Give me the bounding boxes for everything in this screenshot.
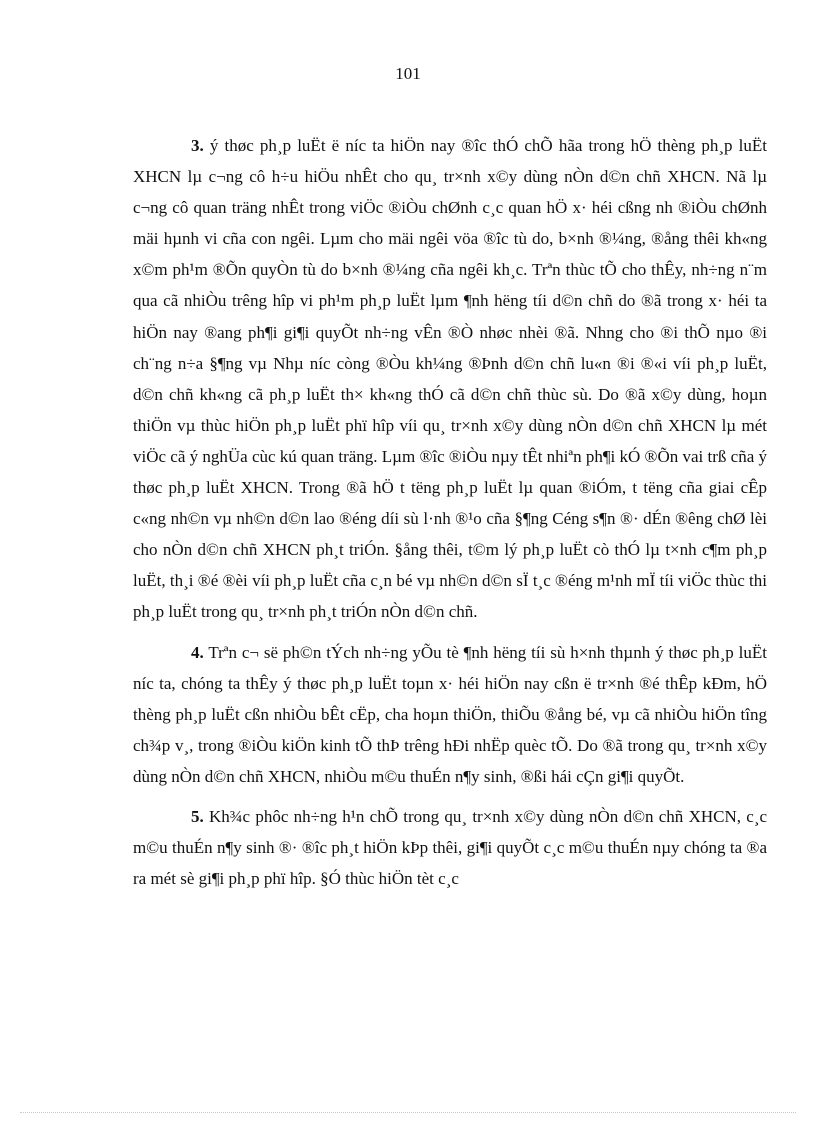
paragraph-number: 5. <box>191 806 204 826</box>
paragraph-text: Kh¾c phôc nh÷ng h¹n chÕ trong qu¸ tr×nh x©y dùng nÒn d©n chñ XHCN, c¸c m©u thuÉn n¶y sinh ®· ®îc ph¸t hiÖn kÞp thêi, gi¶i quyÕt c¸c m©u thuÉn nµy chóng ta ®a ra mét sè gi¶i ph¸p phï hîp. §Ó thùc hiÖn tèt c¸c <box>133 806 768 889</box>
page-bottom-divider <box>20 1112 796 1113</box>
body-text <box>133 130 767 894</box>
paragraph-number: 3. <box>191 136 204 155</box>
paragraph-3 <box>133 130 767 628</box>
paragraph-text: ý thøc ph¸p luËt ë níc ta hiÖn nay ®îc thÓ chÕ hãa trong hÖ thèng ph¸p luËt XHCN lµ c¬ng cô h÷u hiÖu nhÊt cho qu¸ tr×nh x©y dùng nÒn d©n chñ XHCN. Nã lµ c¬ng cô quan träng nhÊt trong viÖc ®iÒu chØnh c¸c quan hÖ x· héi cßng nh ®iÒu chØnh mäi hµnh vi cña con ngêi. Lµm cho mäi ngêi vöa ®îc tù do, b×nh ®¼ng, ®ång thêi kh«ng x©m ph¹m ®Õn quyÒn tù do b×nh ®¼ng cña ngêi kh¸c. Trªn thùc tÕ cho thÊy, nh÷ng n¨m qua cã nhiÒu trêng hîp vi ph¹m ph¸p luËt lµm ¶nh hëng tíi d©n chñ do ®ã trong x· héi ta hiÖn nay ®ang ph¶i gi¶i quyÕt nh÷ng vÊn ®Ò nhøc nhèi ®ã. Nhng cho ®i thÕ nµo ®i ch¨ng n÷a §¶ng vµ Nhµ níc còng ®Òu kh¼ng ®Þnh d©n chñ lu«n ®i ®«i víi ph¸p luËt, d©n chñ kh«ng cã ph¸p luËt th× kh«ng thÓ cã d©n chñ thùc sù. Do ®ã x©y dùng, hoµn thiÖn vµ thùc hiÖn ph¸p luËt phï hîp víi qu¸ tr×nh x©y dùng nÒn d©n chñ XHCN lµ mét viÖc cã ý nghÜa cùc kú quan träng. Lµm ®îc ®iÒu nµy tÊt nhiªn ph¶i kÓ ®Õn vai trß cña ý thøc ph¸p luËt XHCN. Trong ®ã hÖ t tëng ph¸p luËt lµ quan ®iÓm, t tëng cña giai cÊp c«ng nh©n vµ nh©n d©n lao ®éng díi sù l·nh ®¹o cña §¶ng Céng s¶n ®· dÉn ®êng chØ lèi cho nÒn d©n chñ XHCN ph¸t triÓn. §ång thêi, t©m lý ph¸p luËt cò thÓ lµ t×nh c¶m ph¸p luËt, th¸i ®é ®èi víi ph¸p luËt cña c¸n bé vµ nh©n d©n sÏ t¸c ®éng m¹nh mÏ tíi viÖc thùc thi ph¸p luËt trong qu¸ tr×nh ph¸t triÓn nÒn d©n chñ. <box>133 136 767 622</box>
paragraph-4 <box>133 637 767 792</box>
page-number: 101 <box>395 64 421 83</box>
paragraph-text: Trªn c¬ së ph©n tÝch nh÷ng yÕu tè ¶nh hëng tíi sù h×nh thµnh ý thøc ph¸p luËt níc ta, chóng ta thÊy ý thøc ph¸p luËt toµn x· héi hiÖn nay cßn ë tr×nh ®é thÊp kÐm, hÖ thèng ph¸p luËt cßn nhiÒu bÊt cËp, cha hoµn thiÖn, thiÕu ®ång bé, vµ cã nhiÒu hiÖn tîng ch¾p v¸, trong ®iÒu kiÖn kinh tÕ thÞ trêng hÐi nhËp quèc tÕ. Do ®ã trong qu¸ tr×nh x©y dùng nÒn d©n chñ XHCN, nhiÒu m©u thuÉn n¶y sinh, ®ßi hái cÇn gi¶i quyÕt. <box>133 642 767 786</box>
paragraph-number: 4. <box>191 642 204 662</box>
paragraph-5 <box>133 801 767 894</box>
